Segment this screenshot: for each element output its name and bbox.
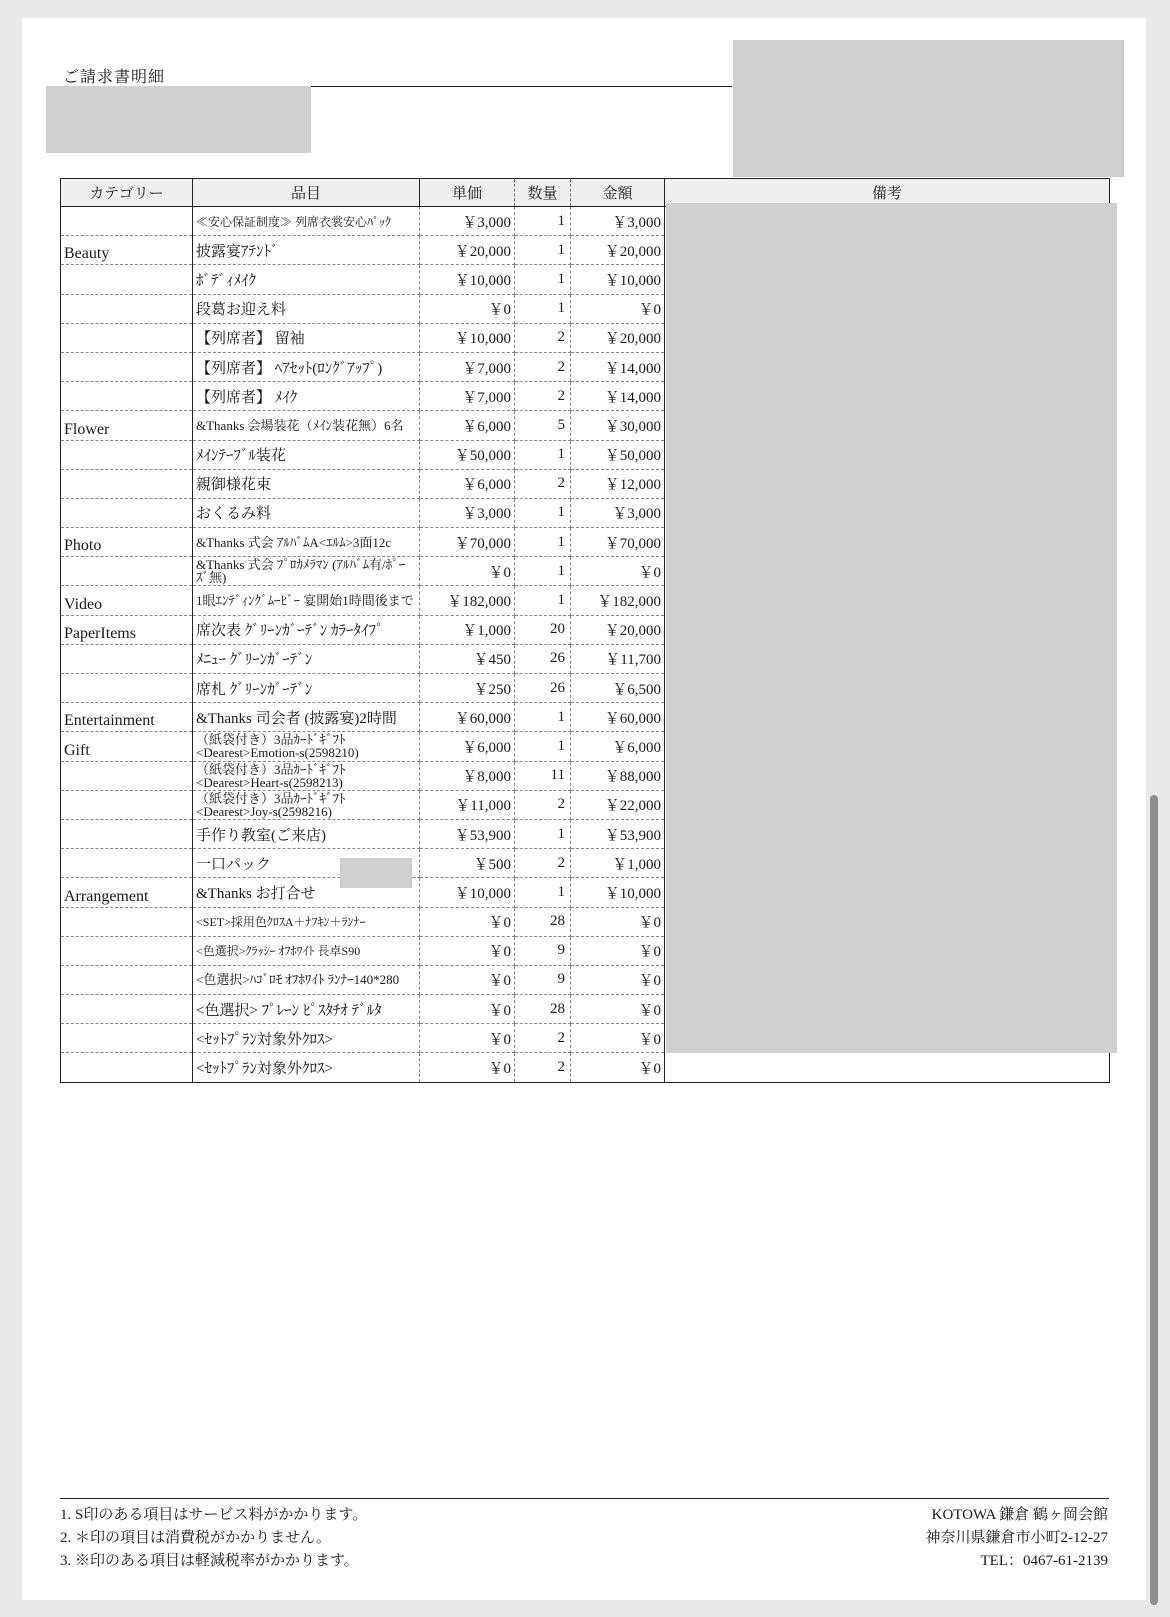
row-unit-price: ￥11,000 xyxy=(420,790,515,819)
row-category xyxy=(61,819,193,848)
row-item: 席札 ｸﾞﾘｰﾝｶﾞｰﾃﾞﾝ xyxy=(193,674,420,703)
row-category xyxy=(61,907,193,936)
row-amount: ￥20,000 xyxy=(571,236,665,265)
company-tel: TEL：0467-61-2139 xyxy=(980,1553,1108,1569)
row-unit-price: ￥182,000 xyxy=(420,586,515,615)
row-category xyxy=(61,294,193,323)
row-item: 【列席者】 ﾍｱｾｯﾄ(ﾛﾝｸﾞｱｯﾌﾟ) xyxy=(193,352,420,381)
row-amount: ￥0 xyxy=(571,936,665,965)
row-quantity: 1 xyxy=(515,440,571,469)
footer-note-3: 3. ※印のある項目は軽減税率がかかります。 xyxy=(60,1553,359,1569)
row-unit-price: ￥10,000 xyxy=(420,323,515,352)
row-unit-price: ￥450 xyxy=(420,644,515,673)
header-quantity: 数量 xyxy=(515,179,571,207)
company-address: 神奈川県鎌倉市小町2-12-27 xyxy=(925,1530,1108,1546)
row-quantity: 2 xyxy=(515,1053,571,1082)
row-item: （紙袋付き）3品ｶｰﾄﾞｷﾞﾌﾄ<Dearest>Joy-s(2598216) xyxy=(193,790,420,819)
row-quantity: 2 xyxy=(515,849,571,878)
row-item: <SET>採用色ｸﾛｽA＋ﾅﾌｷﾝ＋ﾗﾝﾅｰ xyxy=(193,907,420,936)
row-amount: ￥0 xyxy=(571,1024,665,1053)
row-amount: ￥182,000 xyxy=(571,586,665,615)
row-category xyxy=(61,995,193,1024)
row-category xyxy=(61,674,193,703)
row-category xyxy=(61,965,193,994)
row-quantity: 1 xyxy=(515,294,571,323)
row-unit-price: ￥10,000 xyxy=(420,878,515,907)
row-category xyxy=(61,936,193,965)
row-category xyxy=(61,323,193,352)
row-unit-price: ￥3,000 xyxy=(420,498,515,527)
row-unit-price: ￥0 xyxy=(420,1053,515,1082)
row-item: <ｾｯﾄﾌﾟﾗﾝ対象外ｸﾛｽ> xyxy=(193,1053,420,1082)
row-amount: ￥20,000 xyxy=(571,323,665,352)
header-unit-price: 単価 xyxy=(420,179,515,207)
row-quantity: 2 xyxy=(515,469,571,498)
row-quantity: 1 xyxy=(515,586,571,615)
row-category xyxy=(61,1053,193,1082)
row-amount: ￥20,000 xyxy=(571,615,665,644)
row-amount: ￥50,000 xyxy=(571,440,665,469)
row-amount: ￥30,000 xyxy=(571,411,665,440)
row-item: &Thanks 会場装花（ﾒｲﾝ装花無）6名 xyxy=(193,411,420,440)
row-quantity: 11 xyxy=(515,761,571,790)
row-quantity: 2 xyxy=(515,352,571,381)
row-unit-price: ￥0 xyxy=(420,294,515,323)
row-amount: ￥3,000 xyxy=(571,498,665,527)
row-category xyxy=(61,382,193,411)
row-amount: ￥0 xyxy=(571,965,665,994)
row-category xyxy=(61,1024,193,1053)
row-item: 披露宴ｱﾃﾝﾄﾞ xyxy=(193,236,420,265)
row-category: Video xyxy=(61,586,193,615)
row-category: Beauty xyxy=(61,236,193,265)
row-quantity: 26 xyxy=(515,674,571,703)
row-unit-price: ￥0 xyxy=(420,557,515,586)
footer-divider xyxy=(60,1498,1109,1499)
row-amount: ￥6,500 xyxy=(571,674,665,703)
row-unit-price: ￥10,000 xyxy=(420,265,515,294)
footer-note-2: 2. ＊印の項目は消費税がかかりません。 xyxy=(60,1530,331,1546)
row-quantity: 2 xyxy=(515,1024,571,1053)
row-category: Photo xyxy=(61,528,193,557)
row-amount: ￥88,000 xyxy=(571,761,665,790)
row-unit-price: ￥0 xyxy=(420,1024,515,1053)
row-item: （紙袋付き）3品ｶｰﾄﾞｷﾞﾌﾄ<Dearest>Emotion-s(2598210) xyxy=(193,732,420,761)
row-item: ≪安心保証制度≫ 列席衣裳安心ﾊﾟｯｸ xyxy=(193,207,420,236)
row-unit-price: ￥3,000 xyxy=(420,207,515,236)
row-amount: ￥0 xyxy=(571,995,665,1024)
row-quantity: 9 xyxy=(515,936,571,965)
row-item: 一口パック xyxy=(193,849,420,878)
row-category xyxy=(61,440,193,469)
row-quantity: 1 xyxy=(515,878,571,907)
row-category xyxy=(61,207,193,236)
row-item: 手作り教室(ご来店) xyxy=(193,819,420,848)
redacted-recipient-block xyxy=(46,86,311,153)
row-item: 親御様花束 xyxy=(193,469,420,498)
row-amount: ￥10,000 xyxy=(571,265,665,294)
row-category xyxy=(61,644,193,673)
row-amount: ￥22,000 xyxy=(571,790,665,819)
row-amount: ￥1,000 xyxy=(571,849,665,878)
row-amount: ￥0 xyxy=(571,1053,665,1082)
row-category: Gift xyxy=(61,732,193,761)
row-quantity: 2 xyxy=(515,382,571,411)
document-title: ご請求書明細 xyxy=(63,69,166,86)
row-category xyxy=(61,849,193,878)
row-quantity: 1 xyxy=(515,703,571,732)
row-quantity: 20 xyxy=(515,615,571,644)
row-quantity: 28 xyxy=(515,907,571,936)
row-item: 【列席者】 留袖 xyxy=(193,323,420,352)
row-unit-price: ￥0 xyxy=(420,965,515,994)
row-quantity: 26 xyxy=(515,644,571,673)
row-quantity: 9 xyxy=(515,965,571,994)
row-category xyxy=(61,557,193,586)
row-item: &Thanks 式会 ｱﾙﾊﾞﾑA<ｴﾙﾑ>3面12c xyxy=(193,528,420,557)
row-unit-price: ￥250 xyxy=(420,674,515,703)
row-amount: ￥70,000 xyxy=(571,528,665,557)
row-unit-price: ￥60,000 xyxy=(420,703,515,732)
row-unit-price: ￥6,000 xyxy=(420,411,515,440)
row-quantity: 1 xyxy=(515,528,571,557)
row-amount: ￥14,000 xyxy=(571,382,665,411)
row-unit-price: ￥500 xyxy=(420,849,515,878)
row-amount: ￥0 xyxy=(571,557,665,586)
row-category xyxy=(61,498,193,527)
redacted-notes-column xyxy=(666,203,1117,1053)
footer-note-1: 1. S印のある項目はサービス料がかかります。 xyxy=(60,1507,368,1523)
row-unit-price: ￥0 xyxy=(420,907,515,936)
row-item: 段葛お迎え料 xyxy=(193,294,420,323)
company-name: KOTOWA 鎌倉 鶴ヶ岡会館 xyxy=(931,1507,1108,1523)
header-notes: 備考 xyxy=(665,179,1110,207)
row-item: ﾒﾆｭｰ ｸﾞﾘｰﾝｶﾞｰﾃﾞﾝ xyxy=(193,644,420,673)
footer-company-info xyxy=(926,1504,1109,1573)
row-item: （紙袋付き）3品ｶｰﾄﾞｷﾞﾌﾄ<Dearest>Heart-s(2598213) xyxy=(193,761,420,790)
row-amount: ￥60,000 xyxy=(571,703,665,732)
row-quantity: 5 xyxy=(515,411,571,440)
row-item: <ｾｯﾄﾌﾟﾗﾝ対象外ｸﾛｽ> xyxy=(193,1024,420,1053)
row-unit-price: ￥70,000 xyxy=(420,528,515,557)
row-category xyxy=(61,761,193,790)
row-amount: ￥3,000 xyxy=(571,207,665,236)
row-category xyxy=(61,352,193,381)
row-quantity: 1 xyxy=(515,819,571,848)
header-amount: 金額 xyxy=(571,179,665,207)
row-category xyxy=(61,469,193,498)
row-item: 席次表 ｸﾞﾘｰﾝｶﾞｰﾃﾞﾝ ｶﾗｰﾀｲﾌﾟ xyxy=(193,615,420,644)
row-amount: ￥10,000 xyxy=(571,878,665,907)
row-amount: ￥6,000 xyxy=(571,732,665,761)
header-item: 品目 xyxy=(193,179,420,207)
row-item: &Thanks 司会者 (披露宴)2時間 xyxy=(193,703,420,732)
row-item: おくるみ料 xyxy=(193,498,420,527)
row-item: <色選択> ﾌﾟﾚｰﾝ ﾋﾟｽﾀﾁｵ ﾃﾞﾙﾀ xyxy=(193,995,420,1024)
row-category: Flower xyxy=(61,411,193,440)
redacted-header-block xyxy=(733,40,1124,177)
row-quantity: 1 xyxy=(515,207,571,236)
row-amount: ￥11,700 xyxy=(571,644,665,673)
row-amount: ￥0 xyxy=(571,907,665,936)
row-category: Entertainment xyxy=(61,703,193,732)
row-quantity: 2 xyxy=(515,790,571,819)
row-item: ﾎﾞﾃﾞｨﾒｲｸ xyxy=(193,265,420,294)
row-notes xyxy=(665,1053,1110,1082)
row-category xyxy=(61,790,193,819)
row-unit-price: ￥6,000 xyxy=(420,469,515,498)
row-item: &Thanks 式会 ﾌﾟﾛｶﾒﾗﾏﾝ (ｱﾙﾊﾞﾑ有/ﾎﾟｰｽﾞ無) xyxy=(193,557,420,586)
row-item: ﾒｲﾝﾃｰﾌﾞﾙ装花 xyxy=(193,440,420,469)
redacted-inline-text xyxy=(340,858,412,888)
row-unit-price: ￥7,000 xyxy=(420,382,515,411)
row-unit-price: ￥0 xyxy=(420,995,515,1024)
row-unit-price: ￥20,000 xyxy=(420,236,515,265)
row-quantity: 1 xyxy=(515,265,571,294)
row-quantity: 2 xyxy=(515,323,571,352)
row-quantity: 1 xyxy=(515,236,571,265)
row-amount: ￥0 xyxy=(571,294,665,323)
row-item: 【列席者】 ﾒｲｸ xyxy=(193,382,420,411)
row-item: <色選択>ﾊｺﾞﾛﾓ ｵﾌﾎﾜｲﾄ ﾗﾝﾅｰ140*280 xyxy=(193,965,420,994)
footer-notes xyxy=(60,1504,367,1573)
row-unit-price: ￥6,000 xyxy=(420,732,515,761)
row-category: Arrangement xyxy=(61,878,193,907)
row-category xyxy=(61,265,193,294)
row-quantity: 1 xyxy=(515,498,571,527)
row-amount: ￥14,000 xyxy=(571,352,665,381)
row-unit-price: ￥0 xyxy=(420,936,515,965)
row-quantity: 1 xyxy=(515,557,571,586)
row-unit-price: ￥1,000 xyxy=(420,615,515,644)
row-unit-price: ￥50,000 xyxy=(420,440,515,469)
row-amount: ￥53,900 xyxy=(571,819,665,848)
row-category: PaperItems xyxy=(61,615,193,644)
row-quantity: 1 xyxy=(515,732,571,761)
row-item: <色選択>ｸﾗｯｼｰ ｵﾌﾎﾜｲﾄ 長卓S90 xyxy=(193,936,420,965)
row-unit-price: ￥7,000 xyxy=(420,352,515,381)
vertical-scrollbar[interactable] xyxy=(1150,795,1158,1605)
row-item: 1眼ｴﾝﾃﾞｨﾝｸﾞﾑｰﾋﾞｰ 宴開始1時間後まで xyxy=(193,586,420,615)
row-item: &Thanks お打合せ xyxy=(193,878,420,907)
row-quantity: 28 xyxy=(515,995,571,1024)
table-row xyxy=(61,1053,1110,1082)
row-unit-price: ￥53,900 xyxy=(420,819,515,848)
row-amount: ￥12,000 xyxy=(571,469,665,498)
row-unit-price: ￥8,000 xyxy=(420,761,515,790)
header-category: カテゴリー xyxy=(61,179,193,207)
